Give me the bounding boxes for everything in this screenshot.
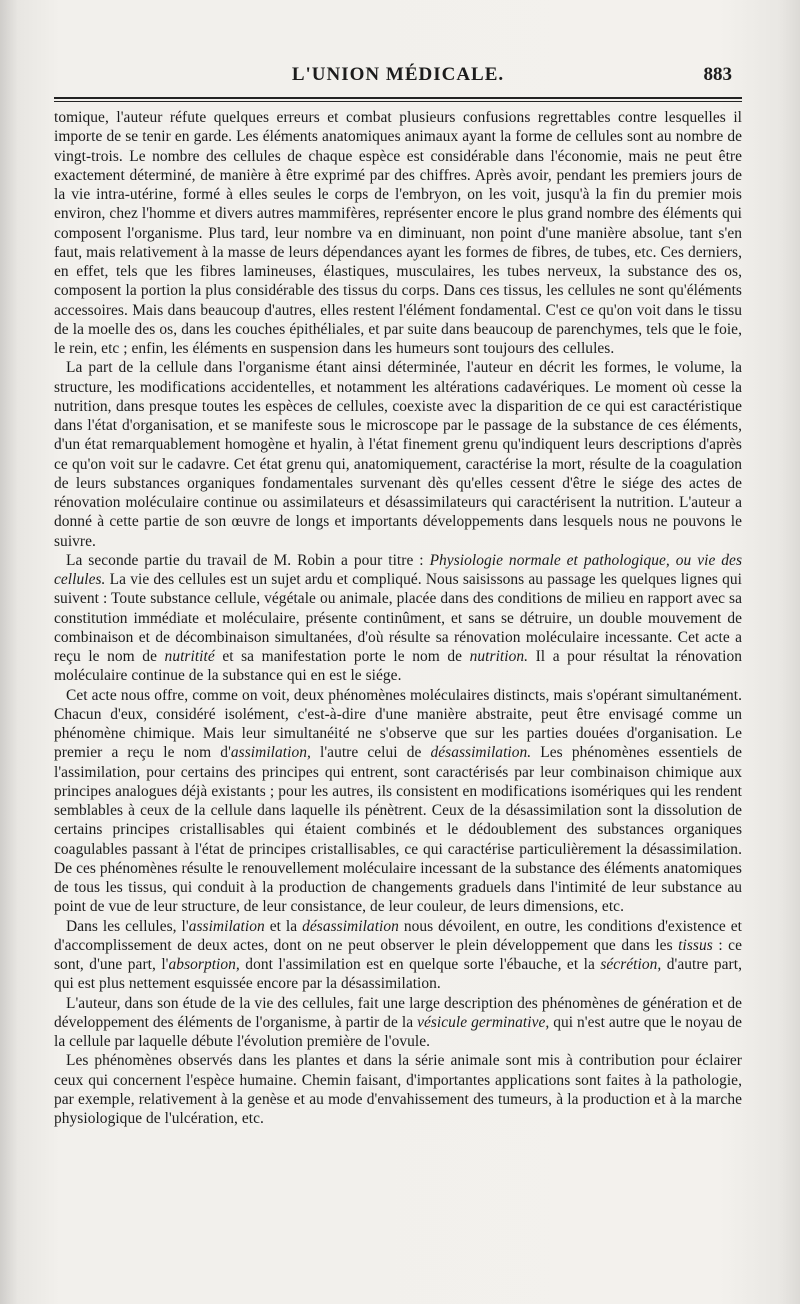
italic-title: Physiologie normale et pathologique, ou vie des cellules.: [54, 551, 742, 588]
paragraph-text: tomique, l'auteur réfute quelques erreurs et combat plusieurs confusions regrettables contre lesquelles il importe de se tenir en garde. Les éléments anatomiques animaux ayant la forme de cellules sont au nombre de vingt-trois. Le nombre des cellules de chaque espèce est considérable dans l'économie, mais ne peut être exactement déterminé, de manière à être exprimé par des chiffres. Après avoir, pendant les premiers jours de la vie intra-utérine, formé à elles seules le corps de l'embryon, on les voit, jusqu'à la fin du premier mois environ, chez l'homme et divers autres mammifères, représenter encore le plus grand nombre des éléments qui composent l'organisme. Plus tard, leur nombre va en diminuant, non point d'une manière absolue, tant s'en faut, mais relativement à la masse de leurs dépendances ayant les formes de fibres, de tubes, etc. Ces derniers, en effet, tels que les fibres lamineuses, élastiques, musculaires, les tubes nerveux, la substance des os, composent la portion la plus considérable des tissus du corps. Dans ces tissus, les cellules ne sont qu'éléments accessoires. Mais dans beaucoup d'autres, elles restent l'élément fondamental. C'est ce qu'on voit dans le tissu de la moelle des os, dans les couches épithéliales, et par suite dans beaucoup de parenchymes, tels que le foie, le rein, etc ; enfin, les éléments en suspension dans les humeurs sont toujours des cellules.: [54, 109, 742, 357]
paragraph-text: et la: [264, 917, 303, 935]
paragraph-2: [54, 358, 742, 551]
italic-term: nutritité: [164, 648, 215, 665]
paragraph-6: [54, 994, 742, 1052]
italic-term: vésicule germinative,: [417, 1013, 550, 1031]
paragraph-5: [54, 917, 742, 994]
paragraph-text: et sa manifestation porte le nom de: [214, 648, 470, 665]
italic-term: tissus: [678, 936, 713, 954]
paragraph-text: qui n'est autre que le noyau de la cellule par laquelle débute l'évolution première de l'ovule.: [54, 1013, 742, 1050]
article-body: [54, 108, 742, 1128]
header-rule: [54, 97, 742, 102]
italic-term: désassimilation.: [430, 744, 532, 762]
paragraph-text: La seconde partie du travail de M. Robin a pour titre :: [66, 551, 430, 569]
italic-term: désassimilation: [302, 917, 399, 935]
running-head: L'UNION MÉDICALE.: [291, 64, 505, 85]
paragraph-4: [54, 686, 742, 917]
paragraph-text: Il a pour résultat la rénovation moléculaire continue de la substance qui en est le siége.: [54, 648, 742, 685]
italic-term: assimilation,: [230, 744, 311, 762]
page-header: [54, 64, 742, 92]
paragraph-text: Cet acte nous offre, comme on voit, deux phénomènes moléculaires distincts, mais s'opérant simultanément. Chacun d'eux, considéré isolément, c'est-à-dire d'une manière abstraite, peut être envisagé comme un phénomène chimique. Mais leur simultanéité ne s'observe que sur les parties douées d'organisation. Le premier a reçu le nom d': [54, 686, 742, 762]
paragraph-text: La part de la cellule dans l'organisme étant ainsi déterminée, l'auteur en décrit les formes, le volume, la structure, les modifications accidentelles, et notamment les altérations cadavériques. Le moment où cesse la nutrition, dans presque toutes les espèces de cellules, coexiste avec la disparition de ce qui est caractéristique dans l'état d'organisation, et se manifeste sous le microscope par le passage de la substance de ces éléments, d'un état remarquablement homogène et hyalin, à l'état finement grenu qu'indiquent leurs descriptions d'après ce qu'on voit sur le cadavre. Cet état grenu qui, anatomiquement, caractérise la mort, résulte de la coagulation de leurs substances organiques fondamentales survenant dès qu'elles cessent d'être le siége des actes de rénovation moléculaire continue ou assimilateurs et désassimilateurs qui caractérisent la nutrition. L'auteur a donné à cette partie de son œuvre de longs et importants développements dans lesquels nous ne pouvons le suivre.: [54, 359, 742, 550]
paragraph-text: : ce sont, d'une part, l': [54, 936, 742, 973]
italic-term: absorption,: [168, 956, 240, 973]
paragraph-text: L'auteur, dans son étude de la vie des cellules, fait une large description des phénomènes de génération et de développement des éléments de l'organisme, à partir de la: [54, 994, 742, 1031]
page-number: 883: [703, 64, 732, 85]
paragraph-7: [54, 1051, 742, 1128]
paragraph-text: Dans les cellules, l': [66, 917, 189, 935]
paragraph-text: nous dévoilent, en outre, les conditions d'existence et d'accomplissement de deux actes, dont on ne peut observer le plein développement que dans les: [54, 917, 742, 954]
paragraph-1: [54, 108, 742, 358]
italic-term: sécrétion,: [600, 956, 662, 973]
paragraph-text: La vie des cellules est un sujet ardu et compliqué. Nous saisissons au passage les quelques lignes qui suivent : Toute substance cellule, végétale ou animale, placée dans des conditions de milieu en rapport avec sa constitution immédiate et moléculaire, présente continûment, et sans se détruire, un double mouvement de combinaison et de décombinaison simultanées, d'où résulte sa rénovation moléculaire incessante. Cet acte a reçu le nom de: [54, 571, 742, 665]
paragraph-text: Les phénomènes observés dans les plantes et dans la série animale sont mis à contribution pour éclairer ceux qui concernent l'espèce humaine. Chemin faisant, d'importantes applications sont faites à la pathologie, par exemple, relativement à la genèse et au mode d'envahissement des tumeurs, à la production et à la marche physiologique de l'ulcération, etc.: [54, 1052, 742, 1127]
paragraph-3: [54, 551, 742, 686]
paragraph-text: l'autre celui de: [310, 744, 431, 762]
paragraph-text: d'autre part, qui est plus nettement esquissée encore par la désassimilation.: [54, 956, 742, 993]
paragraph-text: Les phénomènes essentiels de l'assimilation, pour certains des principes qui entrent, sont caractérisés par leur combinaison chimique aux principes analogues déjà existants ; pour les autres, ils consistent en modifications isomériques qui les rendent semblables à ceux de la cellule dans laquelle ils pénètrent. Ceux de la désassimilation sont la dissolution de certains principes cristallisables qui étaient combinés et le dédoublement des substances organiques coagulables passant à l'état de principes cristallisables, ce qui caractérise particulièrement la désassimilation. De ces phénomènes résulte le renouvellement moléculaire incessant de la substance des éléments anatomiques de tous les tissus, qui conduit à la production de changements graduels dans l'intimité de leur substance au point de vue de leur structure, de leur consistance, de leur couleur, de leurs dimensions, etc.: [54, 744, 743, 916]
italic-term: nutrition.: [469, 648, 529, 665]
paragraph-text: dont l'assimilation est en quelque sorte l'ébauche, et la: [239, 956, 601, 973]
italic-term: assimilation: [188, 917, 265, 935]
